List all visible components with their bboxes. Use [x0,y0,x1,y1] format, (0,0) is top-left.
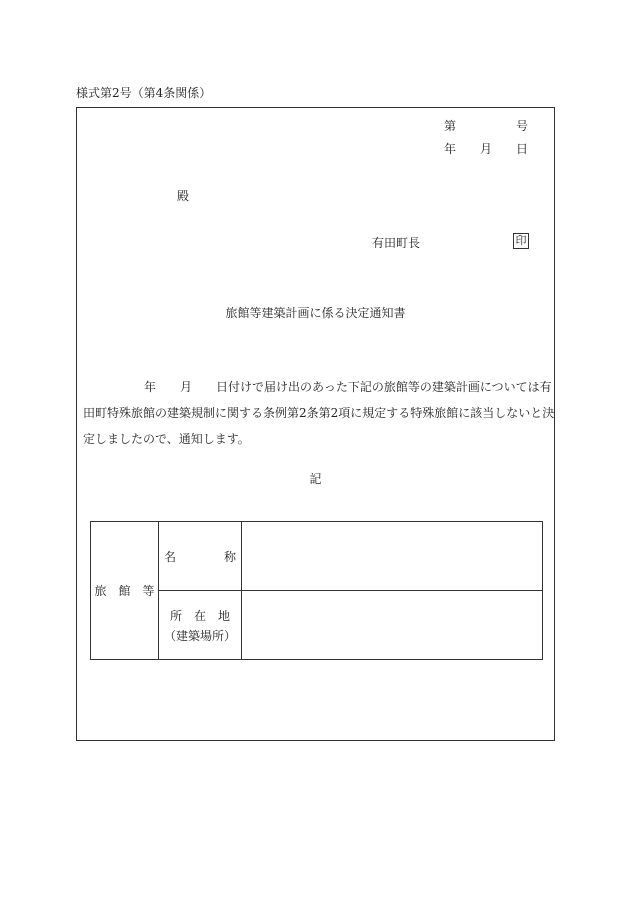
date-year: 年 [444,142,457,156]
document-frame [76,107,555,741]
issuer-name: 有田町長 [372,236,421,250]
body-line-3: 定しましたので、通知します。 [83,432,250,446]
group-label: 旅 館 等 [91,522,159,660]
row-sub-label-text: （建築場所） [163,628,236,643]
seal-mark: 印 [513,233,529,249]
addressee-honorific: 殿 [177,189,190,203]
table-row [91,522,543,591]
row-label-location [159,591,242,660]
date-day: 日 [516,142,529,156]
body-line-2: 田町特殊旅館の建築規制に関する条例第2条第2項に規定する特殊旅館に該当しないと決 [83,406,555,420]
body-month: 月 [180,380,193,394]
body-text [83,374,553,452]
body-line-1 [83,374,553,400]
detail-table [90,521,543,660]
ki-heading: 記 [309,472,322,486]
row-label-name [159,522,242,591]
table-row [91,591,543,660]
row-label-text: 所 在 地 [169,608,230,623]
form-number: 様式第2号（第4条関係） [76,86,212,100]
document-title: 旅館等建築計画に係る決定通知書 [225,306,406,320]
date-month: 月 [480,142,493,156]
number-prefix: 第 [444,119,457,133]
body-line-1-rest: 日付けで届け出のあった下記の旅館等の建築計画については有 [216,380,552,394]
name-value [242,522,543,591]
location-value [242,591,543,660]
row-label-text: 名 称 [163,549,236,564]
body-year: 年 [144,380,157,394]
number-suffix: 号 [516,119,529,133]
